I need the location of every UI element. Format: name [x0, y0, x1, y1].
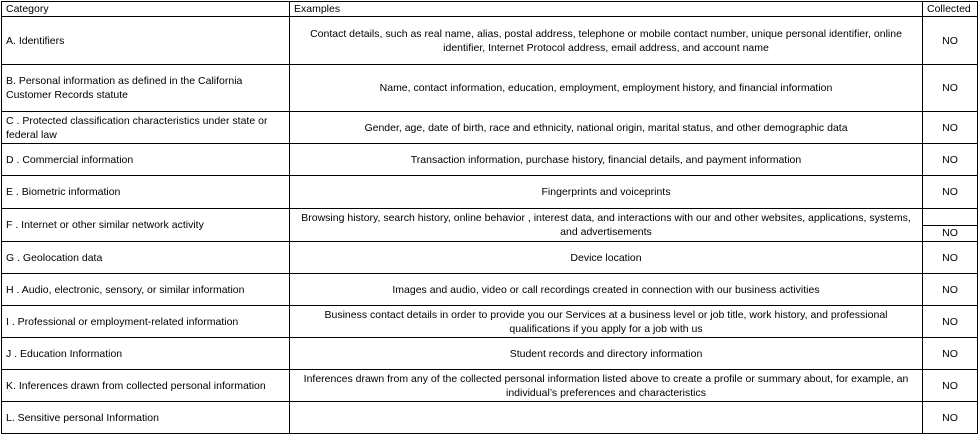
collected-cell: NO: [923, 65, 978, 112]
collected-empty-subcell: [923, 209, 977, 226]
table-row: [2, 176, 978, 209]
examples-cell: Transaction information, purchase history, financial details, and payment information: [290, 144, 923, 176]
examples-cell: Fingerprints and voiceprints: [290, 176, 923, 209]
table-row: [2, 402, 978, 434]
collected-cell: NO: [923, 370, 978, 402]
collected-cell: NO: [923, 402, 978, 434]
table-row: [2, 242, 978, 274]
examples-cell: Images and audio, video or call recordings created in connection with our business activities: [290, 274, 923, 306]
examples-cell: Contact details, such as real name, alias, postal address, telephone or mobile contact number, unique personal identifier, online identifier, Internet Protocol address, email address, and account name: [290, 17, 923, 65]
category-cell: F . Internet or other similar network activity: [2, 209, 290, 242]
examples-cell: [290, 402, 923, 434]
category-cell: A. Identifiers: [2, 17, 290, 65]
table-row: [2, 274, 978, 306]
table-row: [2, 112, 978, 144]
category-cell: C . Protected classification characteristics under state or federal law: [2, 112, 290, 144]
examples-cell: Business contact details in order to provide you our Services at a business level or job title, work history, and professional qualifications if you apply for a job with us: [290, 306, 923, 338]
data-categories-table: [1, 1, 978, 434]
header-category: Category: [2, 2, 290, 17]
table-row: [2, 209, 978, 242]
examples-cell: Name, contact information, education, employment, employment history, and financial information: [290, 65, 923, 112]
category-cell: G . Geolocation data: [2, 242, 290, 274]
collected-cell: NO: [923, 17, 978, 65]
collected-cell: NO: [923, 144, 978, 176]
examples-cell: Browsing history, search history, online behavior , interest data, and interactions with our and other websites, applications, systems, and advertisements: [290, 209, 923, 242]
collected-cell: NO: [923, 112, 978, 144]
table-row: [2, 370, 978, 402]
examples-cell: Student records and directory information: [290, 338, 923, 370]
category-cell: H . Audio, electronic, sensory, or similar information: [2, 274, 290, 306]
collected-cell: NO: [923, 274, 978, 306]
table-header-row: [2, 2, 978, 17]
collected-cell: NO: [942, 227, 958, 240]
category-cell: J . Education Information: [2, 338, 290, 370]
collected-cell: NO: [923, 338, 978, 370]
collected-cell: NO: [923, 176, 978, 209]
category-cell: D . Commercial information: [2, 144, 290, 176]
examples-cell: Inferences drawn from any of the collected personal information listed above to create a profile or summary about, for example, an individual’s preferences and characteristics: [290, 370, 923, 402]
category-cell: K. Inferences drawn from collected personal information: [2, 370, 290, 402]
collected-cell-split: [923, 209, 978, 242]
table-row: [2, 306, 978, 338]
category-cell: L. Sensitive personal Information: [2, 402, 290, 434]
examples-cell: Device location: [290, 242, 923, 274]
header-examples: Examples: [290, 2, 923, 17]
table-row: [2, 17, 978, 65]
header-collected: Collected: [923, 2, 978, 17]
collected-cell: NO: [923, 306, 978, 338]
collected-cell: NO: [923, 242, 978, 274]
table-row: [2, 144, 978, 176]
table-row: [2, 65, 978, 112]
category-cell: B. Personal information as defined in the California Customer Records statute: [2, 65, 290, 112]
category-cell: I . Professional or employment-related information: [2, 306, 290, 338]
category-cell: E . Biometric information: [2, 176, 290, 209]
table-row: [2, 338, 978, 370]
examples-cell: Gender, age, date of birth, race and ethnicity, national origin, marital status, and other demographic data: [290, 112, 923, 144]
